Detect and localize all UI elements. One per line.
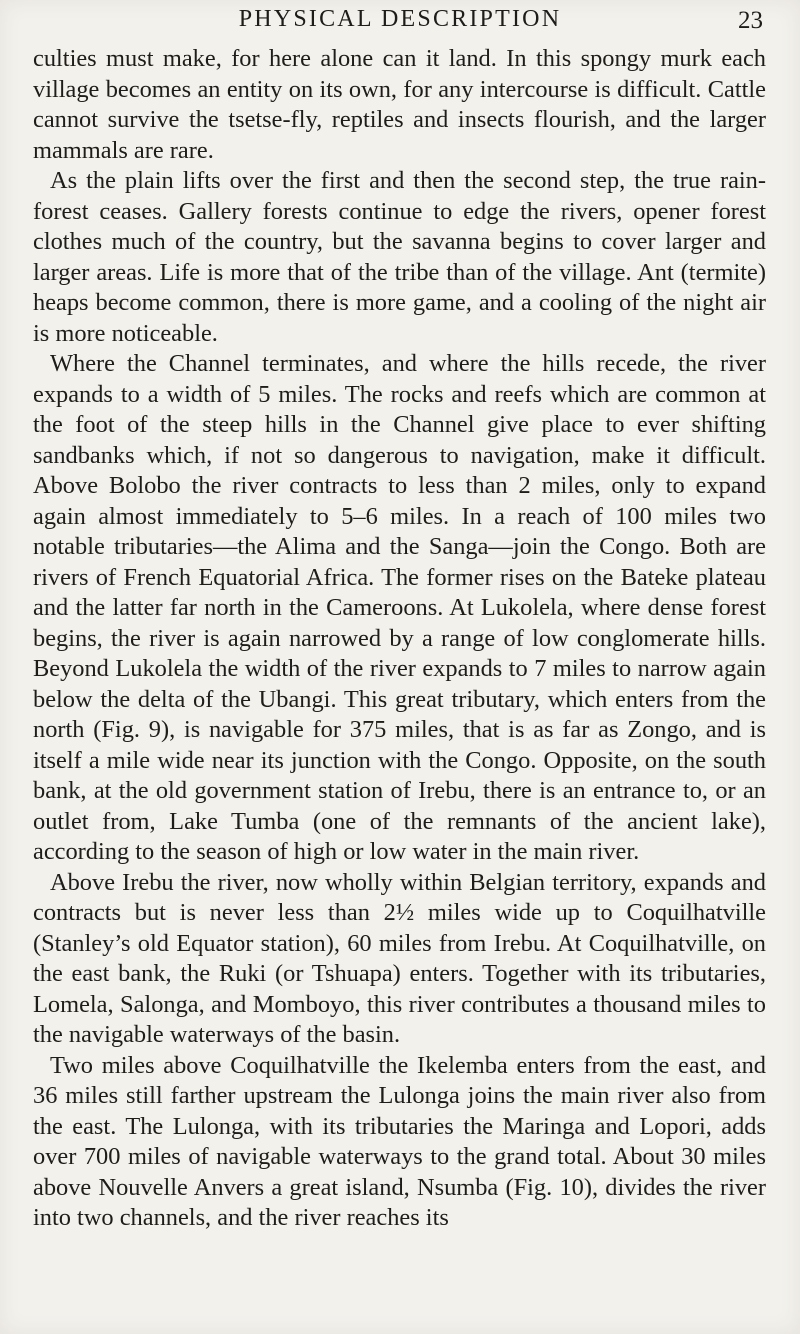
running-head: PHYSICAL DESCRIPTION	[238, 6, 562, 32]
page-header	[0, 4, 800, 46]
paragraph: Above Irebu the river, now wholly within Belgian territory, expands and contracts but is never less than 2½ miles wide up to Coquilhatville (Stanley’s old Equator station), 60 miles from Irebu. At Coquilhatville, on the east bank, the Ruki (or Tshuapa) enters. Together with its tributaries, Lomela, Salonga, and Momboyo, this river contributes a thousand miles to the navigable waterways of the basin.	[33, 868, 766, 1048]
paragraph: culties must make, for here alone can it land. In this spongy murk each village becomes an entity on its own, for any intercourse is difficult. Cattle cannot survive the tsetse-fly, reptiles and insects flourish, and the larger mammals are rare.	[33, 45, 766, 164]
paragraph: Two miles above Coquilhatville the Ikelemba enters from the east, and 36 miles still farther upstream the Lulonga joins the main river also from the east. The Lulonga, with its tributaries the Maringa and Lopori, adds over 700 miles of navigable waterways to the grand total. About 30 miles above Nouvelle Anvers a great island, Nsumba (Fig. 10), divides the river into two channels, and the river reaches its	[33, 1051, 766, 1231]
paragraph: Where the Channel terminates, and where the hills recede, the river expands to a width of 5 miles. The rocks and reefs which are common at the foot of the steep hills in the Channel give place to ever shifting sandbanks which, if not so dangerous to navigation, make it difficult. Above Bolobo the river contracts to less than 2 miles, only to expand again almost immediately to 5–6 miles. In a reach of 100 miles two notable tributaries—the Alima and the Sanga—join the Congo. Both are rivers of French Equatorial Africa. The former rises on the Bateke plateau and the latter far north in the Cameroons. At Lukolela, where dense forest begins, the river is again narrowed by a range of low conglomerate hills. Beyond Lukolela the width of the river expands to 7 miles to narrow again below the delta of the Ubangi. This great tributary, which enters from the north (Fig. 9), is navigable for 375 miles, that is as far as Zongo, and is itself a mile wide near its junction with the Congo. Opposite, on the south bank, at the old government station of Irebu, there is an entrance to, or an outlet from, Lake Tumba (one of the remnants of the ancient lake), according to the season of high or low water in the main river.	[33, 350, 766, 865]
body-text	[33, 44, 766, 1234]
paragraph: As the plain lifts over the first and then the second step, the true rain-forest ceases. Gallery forests continue to edge the rivers, opener forest clothes much of the country, but the savanna begins to cover larger and larger areas. Life is more that of the tribe than of the village. Ant (termite) heaps become common, there is more game, and a cooling of the night air is more noticeable.	[33, 167, 766, 347]
page-number: 23	[738, 7, 763, 34]
